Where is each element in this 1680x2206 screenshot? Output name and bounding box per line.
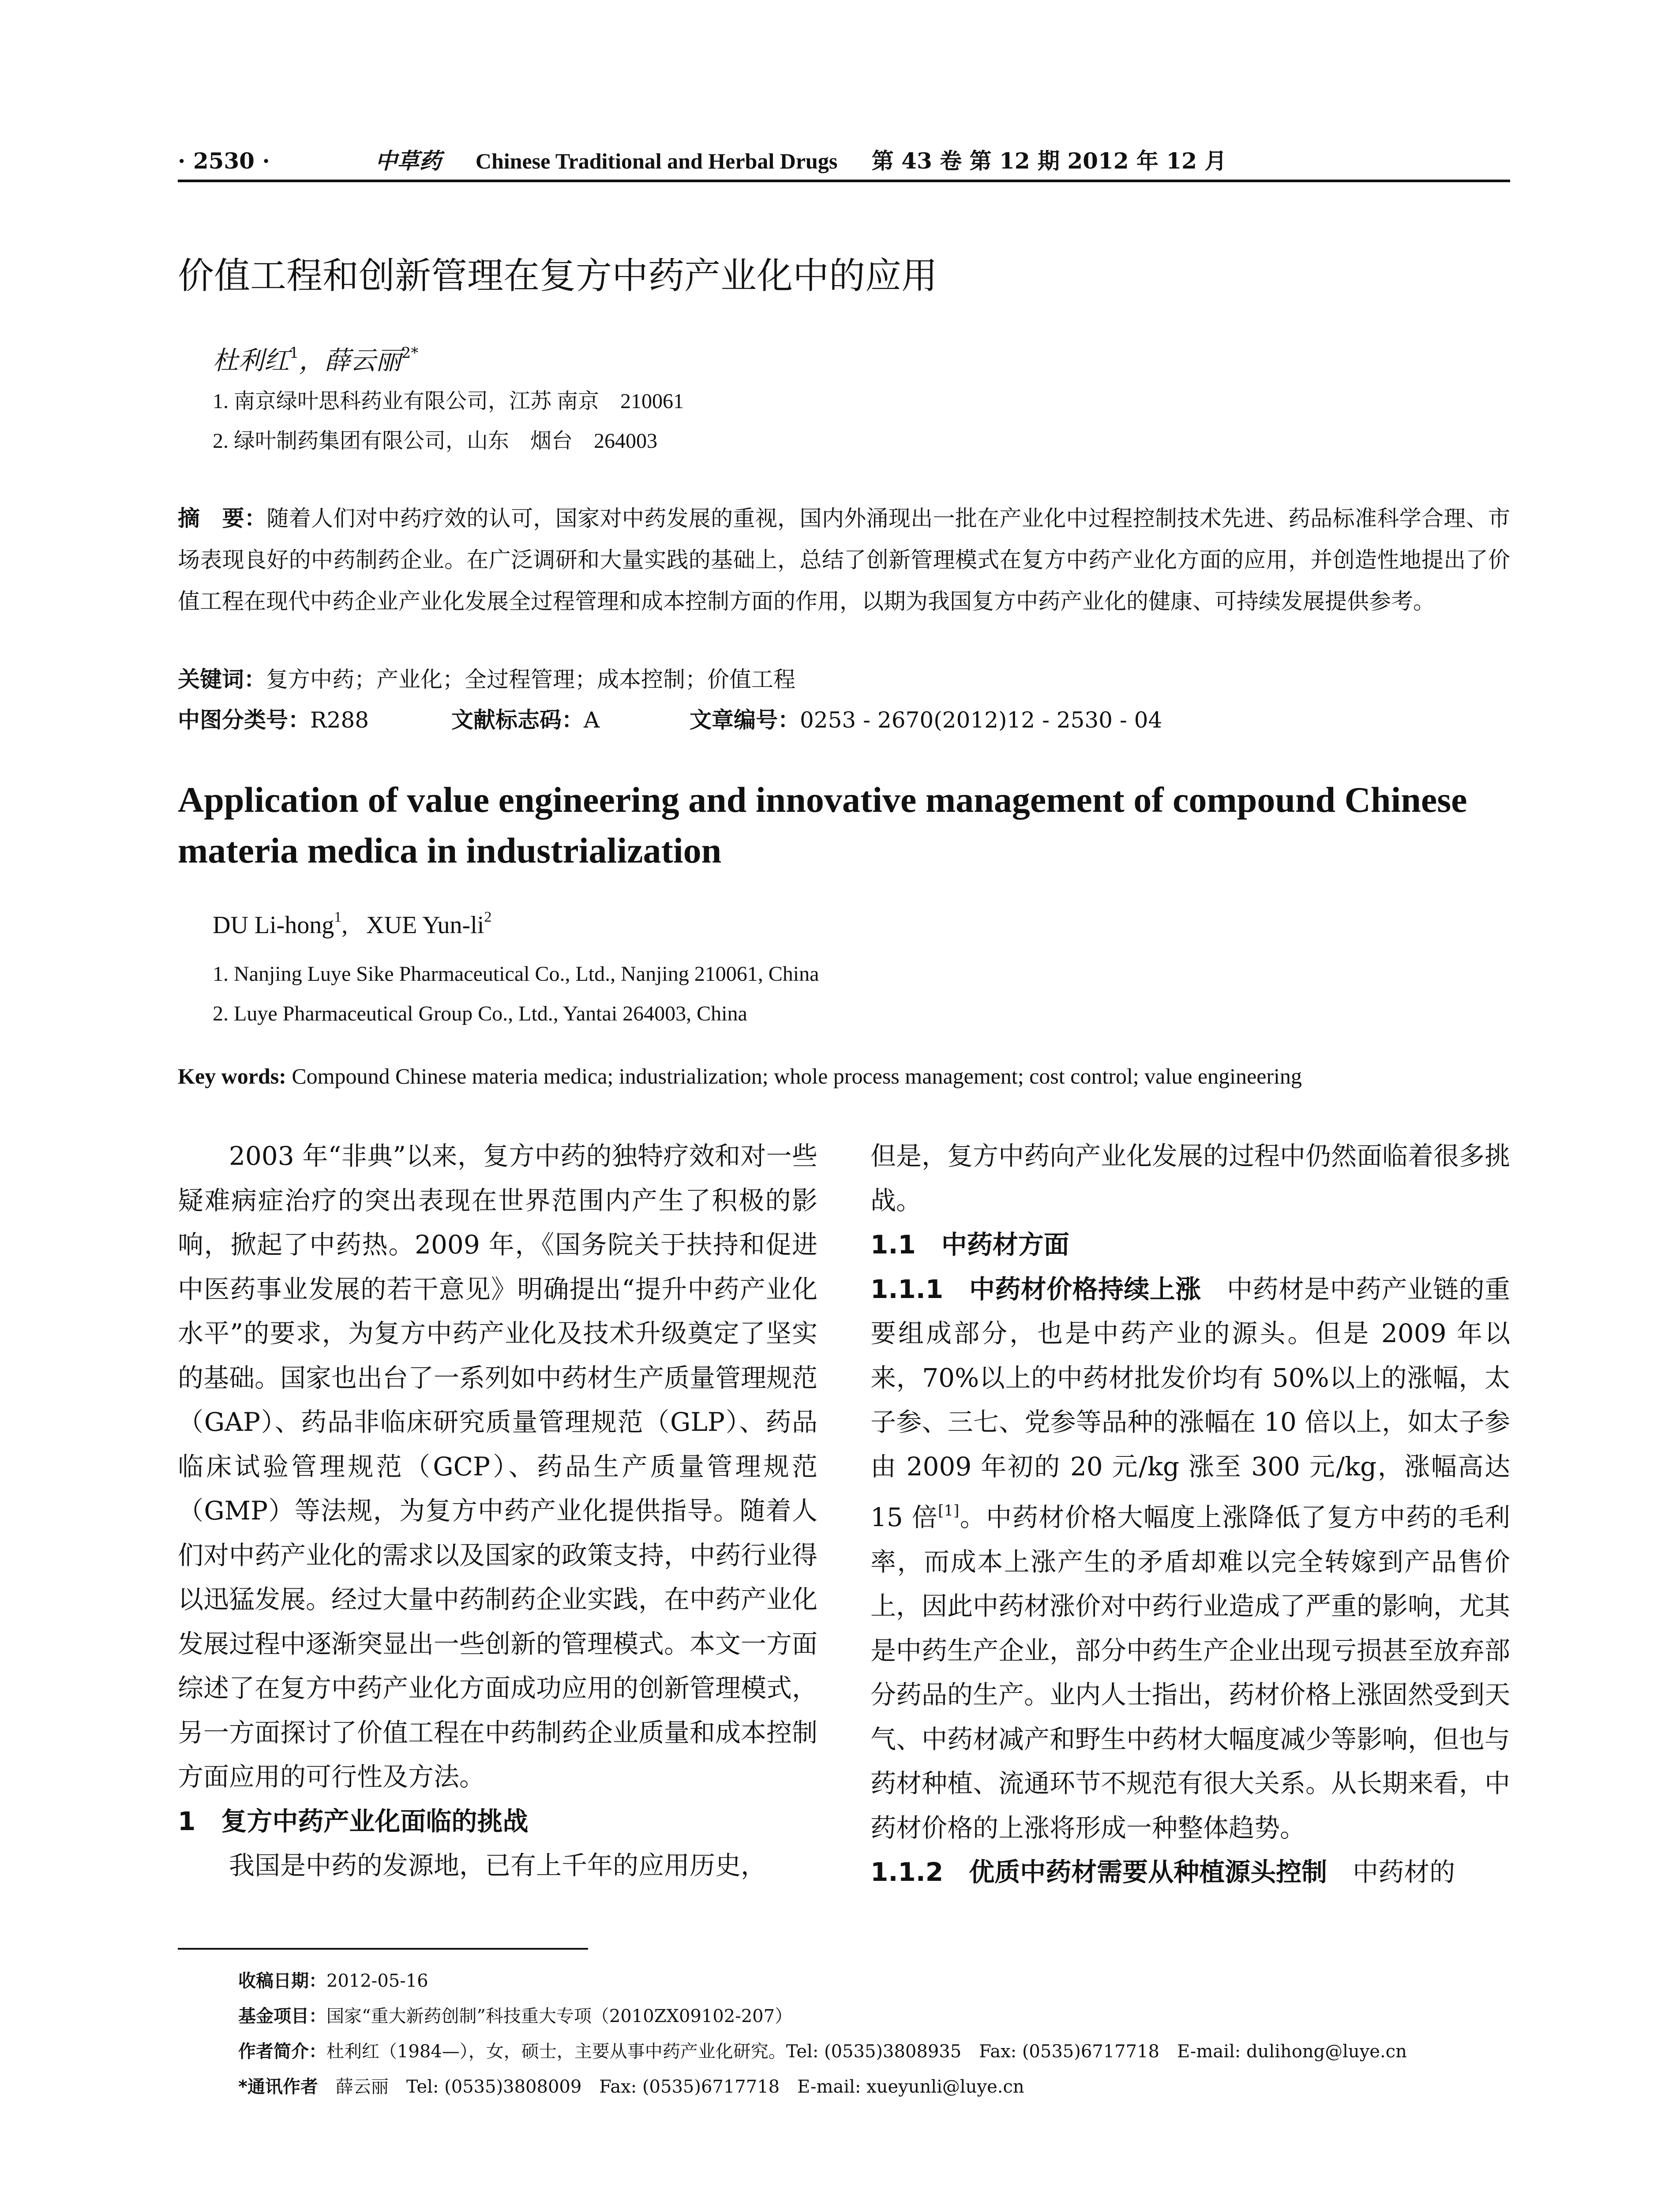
footnote-received-date: 2012-05-16 bbox=[326, 1971, 428, 1991]
keywords-en-text: Compound Chinese materia medica; industrialization; whole process management; cost control; value engineering bbox=[286, 1064, 1302, 1088]
keywords-text: 复方中药；产业化；全过程管理；成本控制；价值工程 bbox=[266, 667, 795, 692]
affiliation-cn-2: 2. 绿叶制药集团有限公司，山东 烟台 264003 bbox=[213, 429, 658, 453]
citation-ref: [1] bbox=[938, 1502, 960, 1519]
classification-line bbox=[178, 702, 1162, 734]
body-column-left bbox=[178, 1134, 818, 1888]
header-rule bbox=[178, 180, 1510, 182]
author-1-cn-mark: 1 bbox=[289, 344, 299, 362]
authors-en bbox=[213, 909, 491, 939]
journal-name-cn: 中草药 bbox=[375, 148, 442, 174]
author-1-cn: 杜利红 bbox=[213, 345, 290, 375]
keywords-label: 关键词： bbox=[178, 667, 266, 692]
footnote-fund bbox=[238, 1999, 1407, 2034]
keywords-en-label: Key words: bbox=[178, 1064, 286, 1088]
body-paragraph: 2003 年“非典”以来，复方中药的独特疗效和对一些疑难病症治疗的突出表现在世界范围内产生了积极的影响，掀起了中药热。2009 年，《国务院关于扶持和促进中医药事业发展的若干意见》明确提出“提升中药产业化水平”的要求，为复方中药产业化及技术升级奠定了坚实的基础。国家也出台了一系列如中药材生产质量管理规范（GAP）、药品非临床研究质量管理规范（GLP）、药品临床试验管理规范（GCP）、药品生产质量管理规范（GMP）等法规，为复方中药产业化提供指导。随着人们对中药产业化的需求以及国家的政策支持，中药行业得以迅猛发展。经过大量中药制药企业实践，在中药产业化发展过程中逐渐突显出一些创新的管理模式。本文一方面综述了在复方中药产业化方面成功应用的创新管理模式，另一方面探讨了价值工程在中药制药企业质量和成本控制方面应用的可行性及方法。 bbox=[178, 1141, 818, 1792]
page-number: · 2530 · bbox=[178, 148, 270, 174]
footnote-corresponding-text: 薛云丽 Tel: (0535)3808009 Fax: (0535)6717718 E-mail: xueyunli@luye.cn bbox=[318, 2077, 1024, 2097]
body-paragraph: 我国是中药的发源地，已有上千年的应用历史， bbox=[229, 1850, 767, 1880]
article-number-cell bbox=[690, 702, 1162, 734]
author-2-en: XUE Yun-li bbox=[366, 912, 484, 939]
footnote-rule bbox=[178, 1948, 588, 1950]
body-column-right bbox=[870, 1134, 1510, 1895]
footnote-bio bbox=[238, 2034, 1407, 2069]
affiliation-cn-1: 1. 南京绿叶思科药业有限公司，江苏 南京 210061 bbox=[213, 390, 684, 413]
keywords-en bbox=[178, 1063, 1302, 1089]
footnote-received bbox=[238, 1963, 1407, 1999]
article-title-cn: 价值工程和创新管理在复方中药产业化中的应用 bbox=[178, 255, 938, 297]
subsection-text: 中药材的 bbox=[1327, 1857, 1455, 1887]
clc-cell bbox=[178, 702, 451, 734]
subsection-text: 。中药材价格大幅度上涨降低了复方中药的毛利率，而成本上涨产生的矛盾却难以完全转嫁到产品售价上，因此中药材涨价对中药行业造成了严重的影响，尤其是中药生产企业，部分中药生产企业出现亏损甚至放弃部分药品的生产。业内人士指出，药材价格上涨固然受到天气、中药材减产和野生中药材大幅度减少等影响，但也与药材种植、流通环节不规范有很大关系。从长期来看，中药材价格的上涨将形成一种整体趋势。 bbox=[870, 1502, 1511, 1843]
abstract-label: 摘 要： bbox=[178, 506, 267, 531]
clc-value: R288 bbox=[310, 707, 369, 733]
doc-code-cell bbox=[451, 702, 690, 734]
author-separator-en: , bbox=[341, 912, 367, 939]
affiliation-en-1: 1. Nanjing Luye Sike Pharmaceutical Co., Ltd., Nanjing 210061, China bbox=[213, 962, 819, 986]
authors-cn bbox=[213, 340, 418, 377]
footnote-received-label: 收稿日期： bbox=[238, 1971, 326, 1991]
issue-info: 第 43 卷 第 12 期 2012 年 12 月 bbox=[871, 148, 1227, 174]
footnote-bio-text: 杜利红（1984—），女，硕士，主要从事中药产业化研究。Tel: (0535)3808935 Fax: (0535)6717718 E-mail: dulihong@luye.cn bbox=[326, 2041, 1407, 2062]
keywords-cn bbox=[178, 662, 795, 694]
section-heading-1: 1 复方中药产业化面临的挑战 bbox=[178, 1806, 529, 1836]
author-2-cn-mark: 2* bbox=[401, 344, 419, 362]
author-1-en-mark: 1 bbox=[334, 909, 342, 925]
article-number-label: 文章编号： bbox=[690, 707, 800, 733]
subsection-1-1-1 bbox=[870, 1267, 1510, 1850]
article-title-en: Application of value engineering and innovative management of compound Chinese materia medica in industrialization bbox=[178, 780, 1467, 870]
subsection-1-1-2 bbox=[870, 1850, 1510, 1895]
footnote-corresponding bbox=[238, 2069, 1407, 2105]
doc-code-label: 文献标志码： bbox=[451, 707, 584, 733]
subsection-1-1-1-heading: 1.1.1 中药材价格持续上涨 bbox=[870, 1274, 1201, 1304]
article-number-value: 0253 - 2670(2012)12 - 2530 - 04 bbox=[800, 707, 1162, 733]
running-header bbox=[178, 143, 1510, 175]
footnotes bbox=[238, 1963, 1407, 2105]
footnote-fund-text: 国家“重大新药创制”科技重大专项（2010ZX09102-207） bbox=[326, 2006, 793, 2026]
body-paragraph: 但是，复方中药向产业化发展的过程中仍然面临着很多挑战。 bbox=[870, 1141, 1511, 1216]
author-separator: ， bbox=[299, 345, 325, 375]
doc-code-value: A bbox=[584, 707, 600, 733]
abstract-cn bbox=[178, 498, 1510, 622]
journal-name-en: Chinese Traditional and Herbal Drugs bbox=[475, 149, 838, 173]
subsection-text: 中药材是中药产业链的重要组成部分，也是中药产业的源头。但是 2009 年以来，70%以上的中药材批发价均有 50%以上的涨幅，太子参、三七、党参等品种的涨幅在 10 倍以上，如太子参由 2009 年初的 20 元/kg 涨至 300 元/kg，涨幅高达 15 倍 bbox=[870, 1274, 1510, 1532]
author-2-cn: 薛云丽 bbox=[324, 345, 401, 375]
footnote-corresponding-label: *通讯作者 bbox=[238, 2077, 318, 2097]
clc-label: 中图分类号： bbox=[178, 707, 310, 733]
footnote-fund-label: 基金项目： bbox=[238, 2006, 326, 2026]
abstract-text: 随着人们对中药疗效的认可，国家对中药发展的重视，国内外涌现出一批在产业化中过程控制技术先进、药品标准科学合理、市场表现良好的中药制药企业。在广泛调研和大量实践的基础上，总结了创新管理模式在复方中药产业化方面的应用，并创造性地提出了价值工程在现代中药企业产业化发展全过程管理和成本控制方面的作用，以期为我国复方中药产业化的健康、可持续发展提供参考。 bbox=[178, 506, 1511, 614]
section-heading-1-1: 1.1 中药材方面 bbox=[870, 1230, 1069, 1260]
footnote-bio-label: 作者简介： bbox=[238, 2041, 326, 2062]
author-2-en-mark: 2 bbox=[484, 909, 492, 925]
affiliation-en-2: 2. Luye Pharmaceutical Group Co., Ltd., Yantai 264003, China bbox=[213, 1002, 747, 1025]
author-1-en: DU Li-hong bbox=[213, 912, 334, 939]
subsection-1-1-2-heading: 1.1.2 优质中药材需要从种植源头控制 bbox=[870, 1857, 1328, 1887]
